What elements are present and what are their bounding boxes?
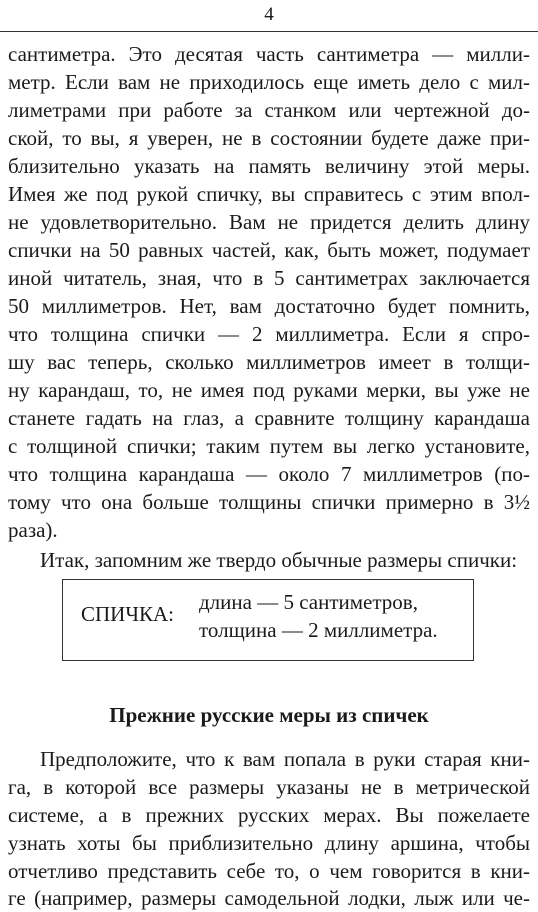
text-line: шу вас теперь, сколько миллиметров имеет в толщи- <box>8 350 530 374</box>
text-line: иной читатель, зная, что в 5 сантиметрах заключается <box>8 266 530 290</box>
text-line: ской, то вы, я уверен, не в состоянии будете даже при- <box>8 126 530 150</box>
header-rule <box>0 31 538 32</box>
box-label: СПИЧКА: <box>81 602 174 626</box>
text-line: Имея же под рукой спичку, вы справитесь с этим впол- <box>8 182 530 206</box>
text-line: спички на 50 равных частей, как, быть может, подумает <box>8 238 530 262</box>
text-line: ге (например, размеры самодельной лодки, лыж или че- <box>8 886 530 910</box>
text-line: 50 миллиметров. Нет, вам достаточно будет помнить, <box>8 294 530 318</box>
text-line: что толщина спички — 2 миллиметра. Если я спро- <box>8 322 530 346</box>
box-length-line: длина — 5 сантиметров, <box>199 590 418 614</box>
text-line: не удовлетворительно. Вам не придется делить длину <box>8 210 530 234</box>
text-line: что толщина карандаша — около 7 миллиметров (по- <box>8 462 530 486</box>
text-line: системе, а в прежних русских мерах. Вы пожелаете <box>8 803 530 827</box>
text-line: близительно указать на память величину этой меры. <box>8 154 530 178</box>
page-number: 4 <box>264 4 274 25</box>
box-thickness-line: толщина — 2 миллиметра. <box>199 618 438 642</box>
text-line: га, в которой все размеры указаны не в метрической <box>8 775 530 799</box>
match-dimensions-box <box>62 579 474 661</box>
text-line: тому что она больше толщины спички примерно в 3½ <box>8 490 530 514</box>
text-line: сантиметра. Это десятая часть сантиметра — милли- <box>8 42 530 66</box>
text-line: метр. Если вам не приходилось еще иметь дело с мил- <box>8 70 530 94</box>
section-heading: Прежние русские меры из спичек <box>109 703 429 727</box>
text-line: ну карандаш, то, не имея под руками мерки, вы уже не <box>8 378 530 402</box>
text-line: лиметрами при работе за станком или чертежной до- <box>8 98 530 122</box>
text-line: отчетливо представить себе то, о чем говорится в кни- <box>8 859 530 883</box>
text-line: станете гадать на глаз, а сравните толщину карандаша <box>8 406 530 430</box>
text-line: раза). <box>8 518 58 542</box>
text-line: с толщиной спички; таким путем вы легко установите, <box>8 434 530 458</box>
text-line: Предположите, что к вам попала в руки старая кни- <box>40 747 530 771</box>
text-line: узнать хоты бы приблизительно длину аршина, чтобы <box>8 831 530 855</box>
paragraph-2: Итак, запомним же твердо обычные размеры спички: <box>40 548 518 572</box>
